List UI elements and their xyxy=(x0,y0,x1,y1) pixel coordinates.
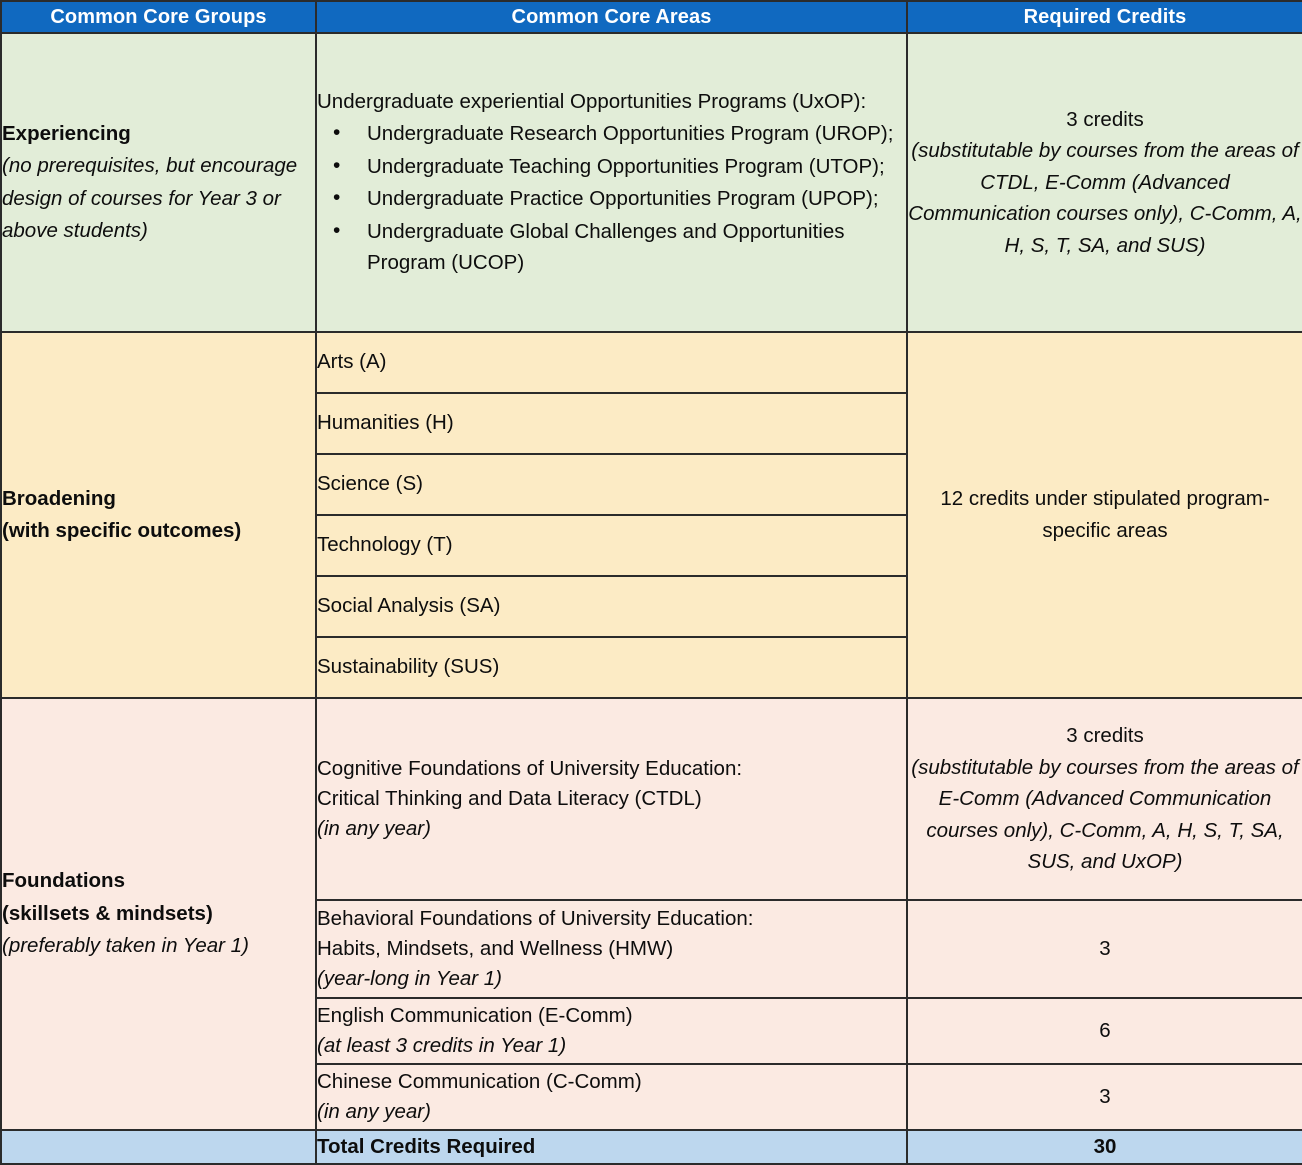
area-ctdl-line2: Critical Thinking and Data Literacy (CTDL) xyxy=(317,786,702,810)
credits-cell-ctdl xyxy=(907,698,1302,900)
credits-cell-hmw: 3 xyxy=(907,900,1302,998)
area-ecomm-line1: English Communication (E-Comm) xyxy=(317,1003,633,1027)
area-hmw-line1: Behavioral Foundations of University Education: xyxy=(317,906,754,930)
row-foundations-ctdl xyxy=(1,698,1302,900)
credits-cell-ccomm: 3 xyxy=(907,1064,1302,1130)
areas-cell-experiencing xyxy=(316,33,907,332)
row-broadening-arts xyxy=(1,332,1302,393)
area-ctdl-line1: Cognitive Foundations of University Education: xyxy=(317,756,743,780)
credits-cell-broadening: 12 credits under stipulated program-specific areas xyxy=(907,332,1302,698)
area-cell-technology: Technology (T) xyxy=(316,515,907,576)
column-header-areas: Common Core Areas xyxy=(316,1,907,33)
row-total xyxy=(1,1130,1302,1164)
list-item: • Undergraduate Research Opportunities Program (UROP); xyxy=(317,118,906,149)
list-item: • Undergraduate Teaching Opportunities Program (UTOP); xyxy=(317,151,906,182)
area-ccomm-line1: Chinese Communication (C-Comm) xyxy=(317,1069,642,1093)
group-note-broadening: (with specific outcomes) xyxy=(2,519,242,542)
column-header-groups: Common Core Groups xyxy=(1,1,316,33)
area-cell-sustainability: Sustainability (SUS) xyxy=(316,637,907,698)
group-cell-experiencing xyxy=(1,33,316,332)
row-experiencing xyxy=(1,33,1302,332)
table-header-row xyxy=(1,1,1302,33)
area-ecomm-note: (at least 3 credits in Year 1) xyxy=(317,1034,567,1057)
uxop-bullet-list xyxy=(317,118,906,278)
area-hmw-line2: Habits, Mindsets, and Wellness (HMW) xyxy=(317,936,674,960)
group-cell-broadening xyxy=(1,332,316,698)
uxop-lead-text: Undergraduate experiential Opportunities Programs (UxOP): xyxy=(317,89,867,113)
list-item: • Undergraduate Global Challenges and Opportunities Program (UCOP) xyxy=(317,216,906,279)
area-cell-humanities: Humanities (H) xyxy=(316,393,907,454)
area-cell-social-analysis: Social Analysis (SA) xyxy=(316,576,907,637)
total-value: 30 xyxy=(907,1130,1302,1164)
group-note-foundations: (preferably taken in Year 1) xyxy=(2,934,249,958)
group-name2-foundations: (skillsets & mindsets) xyxy=(2,901,213,925)
column-header-credits: Required Credits xyxy=(907,1,1302,33)
group-name-broadening: Broadening xyxy=(2,486,116,510)
group-name-foundations: Foundations xyxy=(2,869,125,893)
total-label: Total Credits Required xyxy=(316,1130,907,1164)
area-cell-hmw xyxy=(316,900,907,998)
area-cell-arts: Arts (A) xyxy=(316,332,907,393)
area-cell-ctdl xyxy=(316,698,907,900)
credits-note-experiencing: (substitutable by courses from the areas of CTDL, E-Comm (Advanced Communication courses only), C-Comm, A, H, S, T, SA, and SUS) xyxy=(908,139,1302,257)
group-cell-foundations xyxy=(1,698,316,1130)
list-item: • Undergraduate Practice Opportunities Program (UPOP); xyxy=(317,183,906,214)
credits-cell-ecomm: 6 xyxy=(907,998,1302,1064)
area-ccomm-note: (in any year) xyxy=(317,1100,431,1123)
credits-cell-experiencing xyxy=(907,33,1302,332)
total-blank-cell xyxy=(1,1130,316,1164)
credits-note-ctdl: (substitutable by courses from the areas of E-Comm (Advanced Communication courses only), C-Comm, A, H, S, T, SA, SUS, and UxOP) xyxy=(911,755,1299,874)
group-note-experiencing: (no prerequisites, but encourage design of courses for Year 3 or above students) xyxy=(2,154,298,242)
area-cell-science: Science (S) xyxy=(316,454,907,515)
area-ctdl-note: (in any year) xyxy=(317,817,431,841)
credits-main-ctdl: 3 credits xyxy=(1066,724,1144,748)
area-hmw-note: (year-long in Year 1) xyxy=(317,967,502,991)
group-name-experiencing: Experiencing xyxy=(2,121,131,145)
area-cell-ccomm xyxy=(316,1064,907,1130)
area-cell-ecomm xyxy=(316,998,907,1064)
credits-main-experiencing: 3 credits xyxy=(1066,107,1144,131)
